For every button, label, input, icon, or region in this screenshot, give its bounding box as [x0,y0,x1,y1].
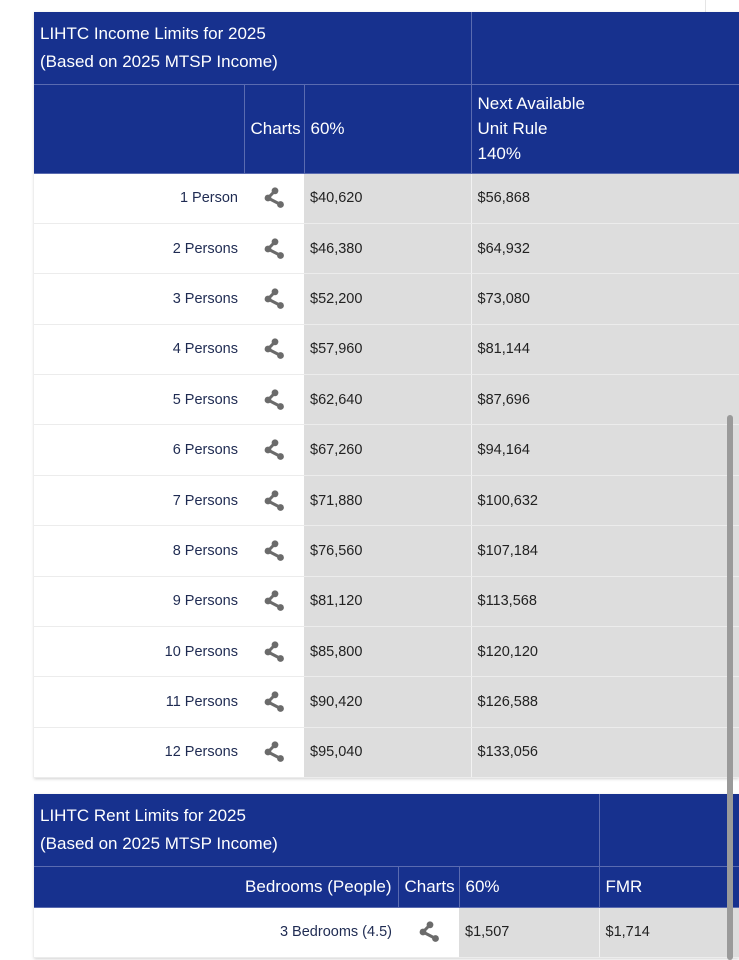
chart-link[interactable] [244,274,304,324]
income-limit-60: $76,560 [304,526,471,576]
chart-share-icon[interactable] [263,694,285,710]
rent-limit-60: $1,507 [459,907,599,957]
income-row [34,475,739,525]
rent-limits-panel [34,794,739,958]
income-limit-60: $40,620 [304,173,471,223]
income-limits-panel [34,12,739,778]
income-row [34,727,739,777]
chart-share-icon[interactable] [263,341,285,357]
chart-share-icon[interactable] [263,190,285,206]
chart-share-icon[interactable] [263,291,285,307]
income-col-household [34,84,244,173]
income-col-next-line3: 140% [477,144,521,163]
chart-share-icon[interactable] [263,492,285,508]
income-limit-140: $100,632 [471,475,739,525]
income-col-next-line1: Next Available [477,94,585,113]
income-limit-140: $81,144 [471,324,739,374]
chart-link[interactable] [398,907,459,957]
chart-share-icon[interactable] [263,392,285,408]
page-edge [705,0,706,12]
chart-link[interactable] [244,576,304,626]
income-limit-60: $85,800 [304,627,471,677]
household-size-label: 6 Persons [34,425,244,475]
household-size-label: 12 Persons [34,727,244,777]
chart-share-icon[interactable] [263,543,285,559]
income-table-subtitle: (Based on 2025 MTSP Income) [40,51,278,71]
chart-share-icon[interactable] [418,924,440,940]
income-limit-60: $95,040 [304,727,471,777]
income-limit-140: $120,120 [471,627,739,677]
income-row [34,223,739,273]
income-row [34,324,739,374]
income-limit-60: $52,200 [304,274,471,324]
rent-limits-table [34,794,739,958]
rent-fmr: $1,714 [599,907,739,957]
household-size-label: 3 Persons [34,274,244,324]
chart-link[interactable] [244,375,304,425]
income-limit-60: $67,260 [304,425,471,475]
rent-col-60: 60% [459,866,599,907]
chart-share-icon[interactable] [263,442,285,458]
rent-col-bedrooms: Bedrooms (People) [34,866,398,907]
household-size-label: 1 Person [34,173,244,223]
income-limit-140: $126,588 [471,677,739,727]
income-col-next-line2: Unit Rule [477,119,548,138]
rent-table-title-text: LIHTC Rent Limits for 2025 [40,805,246,825]
chart-link[interactable] [244,526,304,576]
income-limit-140: $133,056 [471,727,739,777]
household-size-label: 4 Persons [34,324,244,374]
chart-link[interactable] [244,727,304,777]
income-row [34,627,739,677]
income-limit-60: $71,880 [304,475,471,525]
income-limit-60: $62,640 [304,375,471,425]
chart-link[interactable] [244,475,304,525]
income-col-60: 60% [304,84,471,173]
income-table-title-empty [471,12,739,84]
rent-table-subtitle: (Based on 2025 MTSP Income) [40,833,278,853]
household-size-label: 7 Persons [34,475,244,525]
household-size-label: 10 Persons [34,627,244,677]
income-row [34,576,739,626]
chart-share-icon[interactable] [263,644,285,660]
chart-share-icon[interactable] [263,593,285,609]
income-row [34,526,739,576]
income-row [34,425,739,475]
income-limit-60: $90,420 [304,677,471,727]
income-limit-140: $64,932 [471,223,739,273]
income-limit-140: $94,164 [471,425,739,475]
chart-share-icon[interactable] [263,744,285,760]
income-limit-60: $57,960 [304,324,471,374]
rent-col-charts: Charts [398,866,459,907]
household-size-label: 9 Persons [34,576,244,626]
income-row [34,677,739,727]
chart-link[interactable] [244,677,304,727]
chart-link[interactable] [244,425,304,475]
income-table-title-text: LIHTC Income Limits for 2025 [40,23,266,43]
household-size-label: 11 Persons [34,677,244,727]
rent-col-fmr: FMR [599,866,739,907]
income-limit-60: $46,380 [304,223,471,273]
chart-share-icon[interactable] [263,240,285,256]
income-row [34,375,739,425]
chart-link[interactable] [244,223,304,273]
income-limit-140: $73,080 [471,274,739,324]
chart-link[interactable] [244,324,304,374]
household-size-label: 5 Persons [34,375,244,425]
chart-link[interactable] [244,173,304,223]
income-limits-table [34,12,739,778]
rent-row [34,907,739,957]
income-table-title [34,12,471,84]
bedrooms-label: 3 Bedrooms (4.5) [34,907,398,957]
chart-link[interactable] [244,627,304,677]
household-size-label: 8 Persons [34,526,244,576]
income-limit-140: $113,568 [471,576,739,626]
income-row [34,274,739,324]
income-limit-140: $107,184 [471,526,739,576]
vertical-scrollbar[interactable] [727,415,733,960]
income-limit-60: $81,120 [304,576,471,626]
household-size-label: 2 Persons [34,223,244,273]
rent-table-title-empty [599,794,739,866]
income-limit-140: $87,696 [471,375,739,425]
income-col-next-available [471,84,739,173]
income-col-charts: Charts [244,84,304,173]
income-row [34,173,739,223]
income-limit-140: $56,868 [471,173,739,223]
rent-table-title [34,794,599,866]
